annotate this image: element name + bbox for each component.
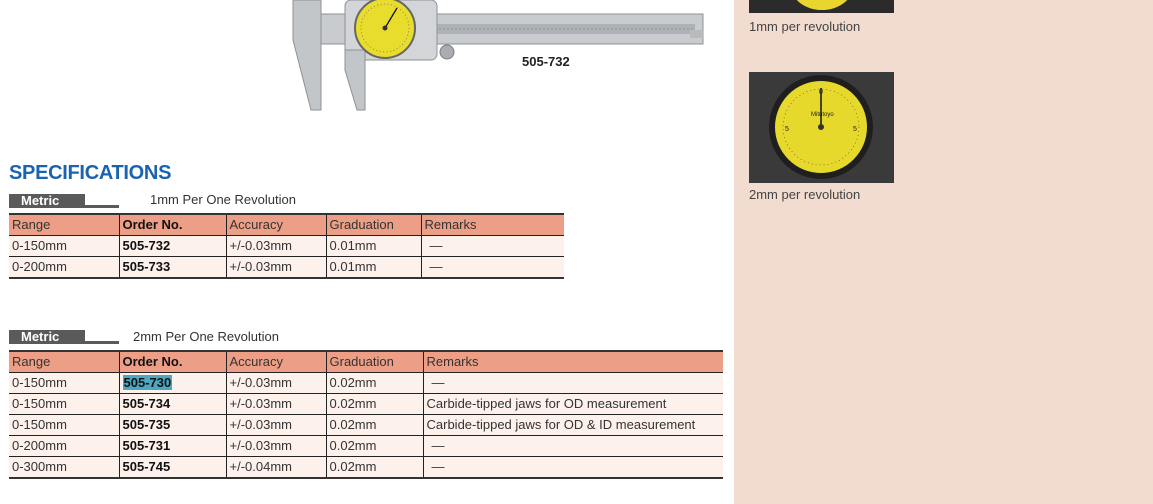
cell-remarks: — — [423, 457, 723, 479]
cell-accuracy: +/-0.03mm — [226, 436, 326, 457]
cell-range: 0-200mm — [9, 436, 119, 457]
cell-graduation: 0.02mm — [326, 436, 423, 457]
dial-brand-text: Mitutoyo — [811, 112, 834, 118]
cell-graduation: 0.02mm — [326, 457, 423, 479]
col-order-no: Order No. — [119, 214, 226, 236]
cell-range: 0-200mm — [9, 257, 119, 279]
col-range: Range — [9, 351, 119, 373]
cell-order-no: 505-734 — [119, 394, 226, 415]
cell-order-no: 505-735 — [119, 415, 226, 436]
table-row — [9, 394, 723, 415]
caliper-model-label: 505-732 — [522, 54, 570, 69]
cell-graduation: 0.01mm — [326, 236, 421, 257]
col-remarks: Remarks — [421, 214, 564, 236]
cell-remarks: — — [423, 373, 723, 394]
cell-remarks: Carbide-tipped jaws for OD & ID measurement — [423, 415, 723, 436]
cell-graduation: 0.01mm — [326, 257, 421, 279]
table-header-row — [9, 214, 564, 236]
cell-range: 0-300mm — [9, 457, 119, 479]
cell-accuracy: +/-0.03mm — [226, 415, 326, 436]
col-range: Range — [9, 214, 119, 236]
spec-table-2mm — [9, 350, 723, 479]
dial-thumbnail-2mm — [749, 72, 894, 183]
cell-remarks: — — [423, 436, 723, 457]
svg-text:0: 0 — [819, 89, 823, 96]
metric-tab-label: Metric — [9, 194, 85, 208]
col-accuracy: Accuracy — [226, 351, 326, 373]
dial-thumbnail-1mm — [749, 0, 894, 13]
col-graduation: Graduation — [326, 214, 421, 236]
svg-text:5: 5 — [853, 126, 857, 133]
dial-caliper-image — [285, 0, 715, 112]
metric-tab-2 — [9, 328, 85, 342]
table-row — [9, 415, 723, 436]
cell-accuracy: +/-0.03mm — [226, 236, 326, 257]
cell-range: 0-150mm — [9, 415, 119, 436]
specifications-heading: SPECIFICATIONS — [9, 162, 172, 184]
cell-accuracy: +/-0.03mm — [226, 394, 326, 415]
cell-remarks: Carbide-tipped jaws for OD measurement — [423, 394, 723, 415]
cell-graduation: 0.02mm — [326, 394, 423, 415]
cell-range: 0-150mm — [9, 373, 119, 394]
col-accuracy: Accuracy — [226, 214, 326, 236]
col-graduation: Graduation — [326, 351, 423, 373]
spec-table-1mm — [9, 213, 564, 279]
cell-accuracy: +/-0.03mm — [226, 257, 326, 279]
col-order-no: Order No. — [119, 351, 226, 373]
caption-2mm: 2mm per revolution — [749, 187, 861, 202]
cell-remarks: — — [421, 236, 564, 257]
metric-tab-label: Metric — [9, 330, 85, 344]
cell-accuracy: +/-0.04mm — [226, 457, 326, 479]
cell-remarks: — — [421, 257, 564, 279]
cell-graduation: 0.02mm — [326, 373, 423, 394]
table-row — [9, 457, 723, 479]
table-row — [9, 257, 564, 279]
highlighted-order-no: 505-730 — [123, 375, 172, 390]
table-row — [9, 373, 723, 394]
cell-order-no: 505-731 — [119, 436, 226, 457]
cell-order-no — [119, 373, 226, 394]
col-remarks: Remarks — [423, 351, 723, 373]
table1-subtitle: 1mm Per One Revolution — [150, 192, 296, 207]
table-header-row — [9, 351, 723, 373]
cell-accuracy: +/-0.03mm — [226, 373, 326, 394]
cell-range: 0-150mm — [9, 236, 119, 257]
caption-1mm: 1mm per revolution — [749, 19, 861, 34]
cell-order-no: 505-732 — [119, 236, 226, 257]
table-row — [9, 236, 564, 257]
cell-range: 0-150mm — [9, 394, 119, 415]
cell-order-no: 505-745 — [119, 457, 226, 479]
cell-order-no: 505-733 — [119, 257, 226, 279]
table2-subtitle: 2mm Per One Revolution — [133, 329, 279, 344]
cell-graduation: 0.02mm — [326, 415, 423, 436]
table-row — [9, 436, 723, 457]
metric-tab-1 — [9, 192, 85, 206]
svg-text:5: 5 — [785, 126, 789, 133]
